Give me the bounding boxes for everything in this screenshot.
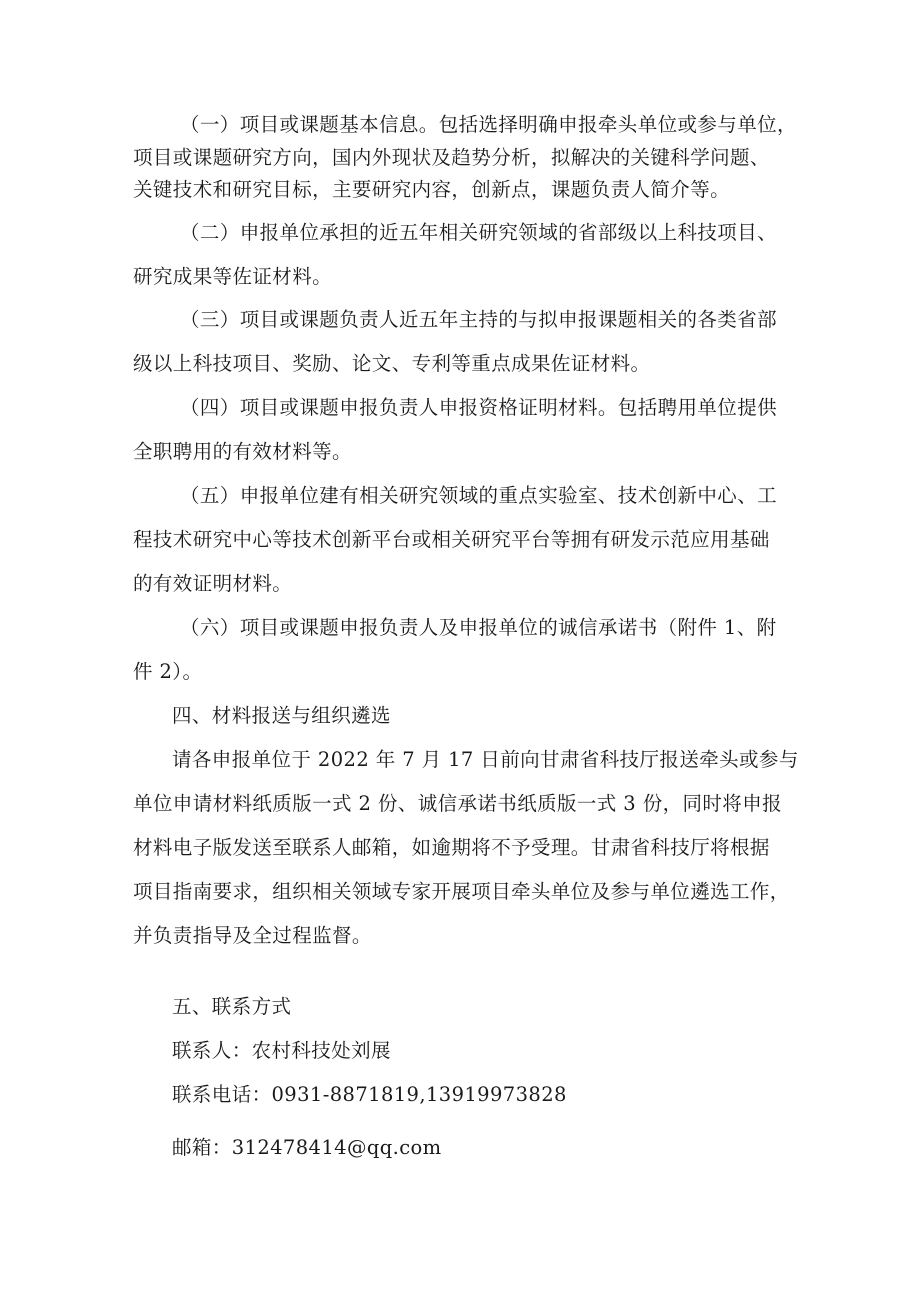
paragraph-3-line-2: 级以上科技项目、奖励、论文、专利等重点成果佐证材料。 [133,352,651,375]
paragraph-7-line-3: 材料电子版发送至联系人邮箱，如逾期将不予受理。甘肃省科技厅将根据 [133,836,770,859]
paragraph-2-line-2: 研究成果等佐证材料。 [133,265,333,288]
paragraph-2-line-1: （二）申报单位承担的近五年相关研究领域的省部级以上科技项目、 [180,221,778,244]
paragraph-1-line-3: 关键技术和研究目标，主要研究内容，创新点，课题负责人简介等。 [133,178,731,201]
contact-person: 联系人：农村科技处刘展 [172,1039,391,1062]
paragraph-7-line-1: 请各申报单位于 2022 年 7 月 17 日前向甘肃省科技厅报送牵头或参与 [172,748,799,771]
paragraph-5-line-3: 的有效证明材料。 [133,572,293,595]
paragraph-4-line-2: 全职聘用的有效材料等。 [133,440,352,463]
paragraph-7-line-4: 项目指南要求，组织相关领域专家开展项目牵头单位及参与单位遴选工作， [133,880,790,903]
paragraph-6-line-2: 件 2）。 [133,660,203,683]
paragraph-1-line-2: 项目或课题研究方向，国内外现状及趋势分析，拟解决的关键科学问题、 [133,146,770,169]
contact-email: 邮箱：312478414@qq.com [172,1136,442,1159]
paragraph-1-line-1: （一）项目或课题基本信息。包括选择明确申报牵头单位或参与单位， [180,113,797,136]
contact-phone: 联系电话：0931-8871819,13919973828 [172,1083,567,1106]
paragraph-7-line-5: 并负责指导及全过程监督。 [133,924,372,947]
paragraph-5-line-2: 程技术研究中心等技术创新平台或相关研究平台等拥有研发示范应用基础 [133,528,770,551]
paragraph-5-line-1: （五）申报单位建有相关研究领域的重点实验室、技术创新中心、工 [180,484,778,507]
paragraph-7-line-2: 单位申请材料纸质版一式 2 份、诚信承诺书纸质版一式 3 份，同时将申报 [133,792,783,815]
paragraph-4-line-1: （四）项目或课题申报负责人申报资格证明材料。包括聘用单位提供 [180,396,778,419]
section-heading-5: 五、联系方式 [172,995,292,1018]
section-heading-4: 四、材料报送与组织遴选 [172,704,391,727]
paragraph-6-line-1: （六）项目或课题申报负责人及申报单位的诚信承诺书（附件 1、附 [180,616,777,639]
paragraph-3-line-1: （三）项目或课题负责人近五年主持的与拟申报课题相关的各类省部 [180,308,778,331]
